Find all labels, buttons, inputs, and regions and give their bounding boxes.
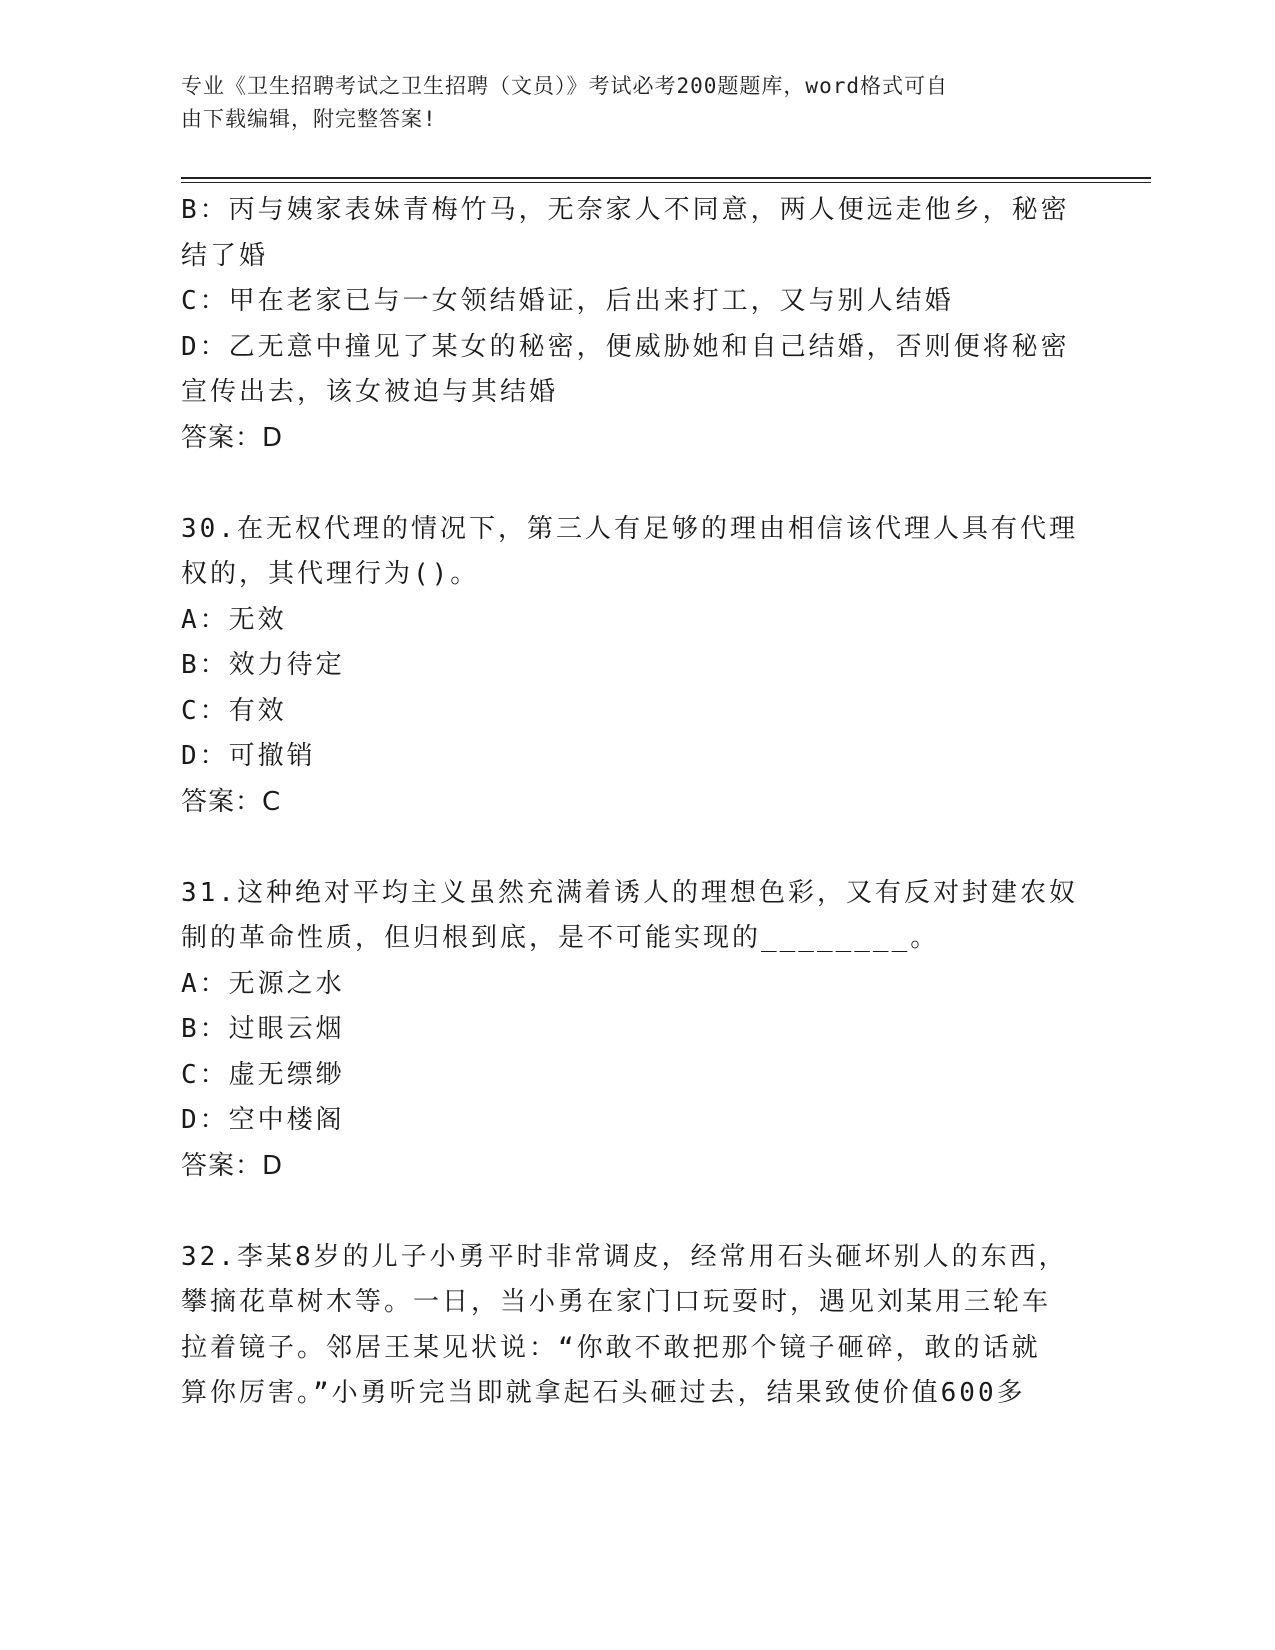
question-stem-line-2: 制的革命性质，但归根到底，是不可能实现的________。	[181, 923, 940, 953]
spacer	[181, 461, 1061, 507]
answer: 答案：D	[181, 422, 284, 453]
document-header	[181, 70, 1031, 136]
option-c: C：有效	[181, 695, 287, 726]
header-line-1: 专业《卫生招聘考试之卫生招聘（文员）》考试必考200题题库，word格式可自	[181, 74, 948, 98]
option-b-line-1: B：丙与姨家表妹青梅竹马，无奈家人不同意，两人便远走他乡，秘密	[181, 195, 1070, 225]
question-32	[181, 1235, 1068, 1417]
answer: 答案：C	[181, 786, 282, 817]
question-stem-line-4: 算你厉害。”小勇听完当即就拿起石头砸过去，结果致使价值600多	[181, 1378, 1026, 1408]
option-b: B：效力待定	[181, 650, 345, 680]
spacer	[181, 1189, 1061, 1235]
question-stem-line-2: 攀摘花草树木等。一日，当小勇在家门口玩耍时，遇见刘某用三轮车	[181, 1287, 1052, 1317]
option-a: A：无效	[181, 604, 287, 635]
option-b-line-2: 结了婚	[181, 240, 269, 271]
header-divider-thin	[181, 182, 1151, 183]
header-divider-thick	[181, 177, 1151, 179]
question-stem-line-1: 32.李某8岁的儿子小勇平时非常调皮，经常用石头砸坏别人的东西，	[181, 1241, 1068, 1272]
option-c: C：虚无缥缈	[181, 1059, 345, 1090]
option-b: B：过眼云烟	[181, 1014, 345, 1044]
spacer	[181, 825, 1061, 871]
option-d: D：可撤销	[181, 741, 316, 771]
question-31	[181, 871, 1078, 1190]
question-30	[181, 507, 1078, 826]
option-d-line-2: 宣传出去，该女被迫与其结婚	[181, 377, 559, 407]
option-a: A：无源之水	[181, 968, 345, 999]
question-stem-line-1: 31.这种绝对平均主义虽然充满着诱人的理想色彩，又有反对封建农奴	[181, 877, 1078, 908]
question-stem-line-3: 拉着镜子。邻居王某见状说：“你敢不敢把那个镜子砸碎，敢的话就	[181, 1332, 1041, 1363]
question-stem-line-2: 权的，其代理行为()。	[181, 559, 480, 589]
question-29-tail	[181, 188, 1070, 461]
document-body	[181, 188, 1078, 1417]
option-d: D：空中楼阁	[181, 1105, 345, 1135]
answer: 答案：D	[181, 1150, 284, 1181]
option-d-line-1: D：乙无意中撞见了某女的秘密，便威胁她和自己结婚，否则便将秘密	[181, 331, 1070, 362]
option-c: C：甲在老家已与一女领结婚证，后出来打工，又与别人结婚	[181, 286, 954, 316]
header-line-2: 由下载编辑，附完整答案!	[181, 107, 437, 131]
question-stem-line-1: 30.在无权代理的情况下，第三人有足够的理由相信该代理人具有代理	[181, 513, 1078, 544]
